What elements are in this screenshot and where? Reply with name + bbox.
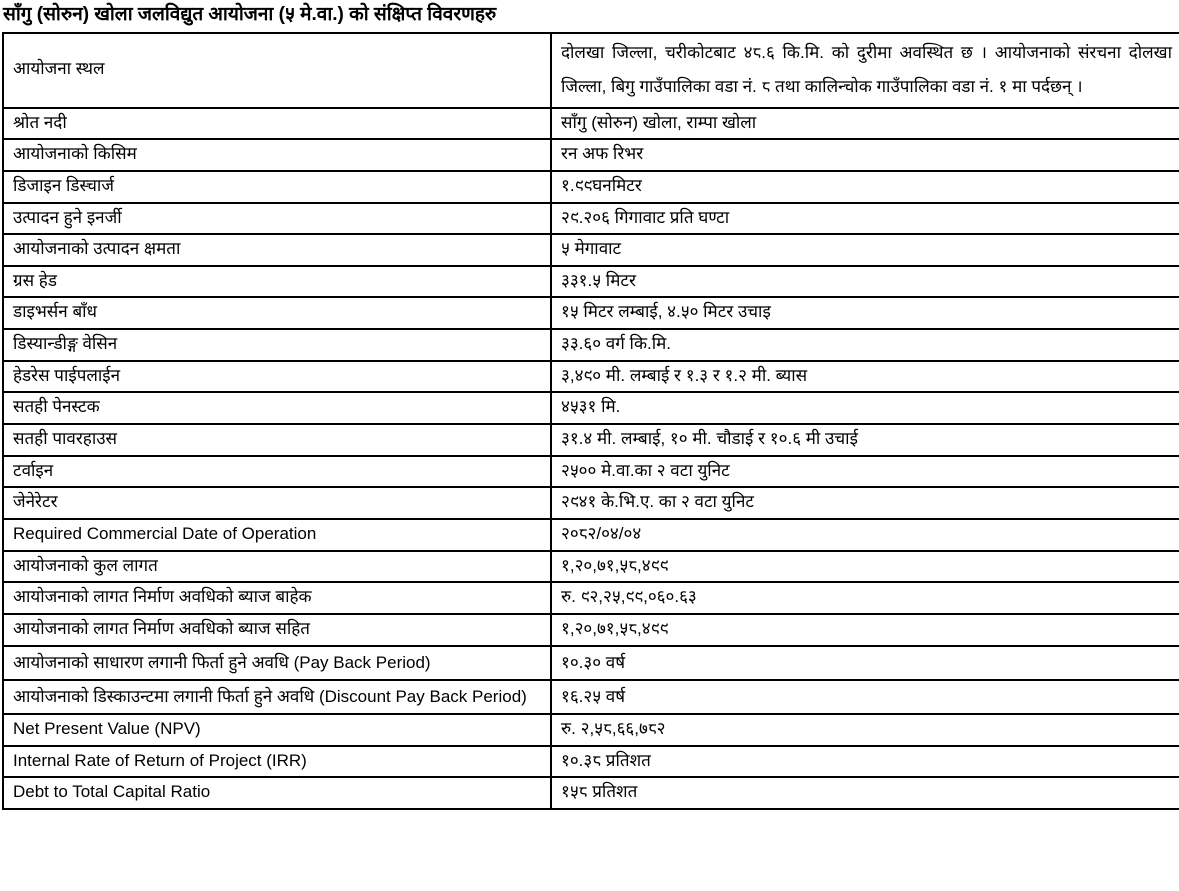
row-value: १५ मिटर लम्बाई, ४.५० मिटर उचाइ [551,297,1179,329]
row-label: उत्पादन हुने इनर्जी [3,203,551,235]
table-row [3,171,1179,203]
table-row [3,203,1179,235]
table-row [3,297,1179,329]
row-label: ग्रस हेड [3,266,551,298]
row-label: डिजाइन डिस्चार्ज [3,171,551,203]
table-row [3,582,1179,614]
row-value: २५०० मे.वा.का २ वटा युनिट [551,456,1179,488]
row-value: १०.३८ प्रतिशत [551,746,1179,778]
table-row [3,392,1179,424]
row-value: ३,४९० मी. लम्बाई र १.३ र १.२ मी. ब्यास [551,361,1179,393]
table-row [3,777,1179,809]
row-label: आयोजना स्थल [3,33,551,108]
row-label: हेडरेस पाईपलाईन [3,361,551,393]
table-row [3,108,1179,140]
row-label: आयोजनाको किसिम [3,139,551,171]
row-value: ५ मेगावाट [551,234,1179,266]
table-row [3,361,1179,393]
row-value: रु. ९२,२५,९९,०६०.६३ [551,582,1179,614]
row-value: १५८ प्रतिशत [551,777,1179,809]
summary-table-body [3,33,1179,809]
table-row [3,614,1179,646]
row-label: टर्वाइन [3,456,551,488]
row-value: रु. २,५८,६६,७८२ [551,714,1179,746]
row-value: ४५३१ मि. [551,392,1179,424]
row-value: २९४१ के.भि.ए. का २ वटा युनिट [551,487,1179,519]
table-row [3,424,1179,456]
row-value: १०.३० वर्ष [551,646,1179,680]
row-label: डाइभर्सन बाँध [3,297,551,329]
row-label: आयोजनाको डिस्काउन्टमा लगानी फिर्ता हुने अवधि (Discount Pay Back Period) [3,680,551,714]
row-label: Internal Rate of Return of Project (IRR) [3,746,551,778]
row-value: २९.२०६ गिगावाट प्रति घण्टा [551,203,1179,235]
row-value: २०८२/०४/०४ [551,519,1179,551]
row-value: १,२०,७१,५८,४९९ [551,614,1179,646]
row-value: ३१.४ मी. लम्बाई, १० मी. चौडाई र १०.६ मी उचाई [551,424,1179,456]
page-title: साँगु (सोरुन) खोला जलविद्युत आयोजना (५ मे.वा.) को संक्षिप्त विवरणहरु [3,4,497,25]
table-row [3,746,1179,778]
row-value: १६.२५ वर्ष [551,680,1179,714]
row-label: आयोजनाको लागत निर्माण अवधिको ब्याज सहित [3,614,551,646]
table-row [3,456,1179,488]
row-label: श्रोत नदी [3,108,551,140]
table-row [3,646,1179,680]
table-row [3,680,1179,714]
table-row [3,234,1179,266]
row-label: Debt to Total Capital Ratio [3,777,551,809]
row-label: आयोजनाको साधारण लगानी फिर्ता हुने अवधि (Pay Back Period) [3,646,551,680]
row-label: सतही पेनस्टक [3,392,551,424]
project-summary-table [2,32,1179,810]
table-row [3,139,1179,171]
table-row [3,551,1179,583]
row-value: १.९९घनमिटर [551,171,1179,203]
table-row [3,266,1179,298]
row-label: आयोजनाको उत्पादन क्षमता [3,234,551,266]
table-row [3,487,1179,519]
row-value: १,२०,७१,५८,४९९ [551,551,1179,583]
row-value: ३३१.५ मिटर [551,266,1179,298]
row-label: डिस्यान्डीङ्ग वेसिन [3,329,551,361]
table-row [3,714,1179,746]
row-value: साँगु (सोरुन) खोला, राम्पा खोला [551,108,1179,140]
table-row [3,33,1179,108]
table-row [3,519,1179,551]
row-label: सतही पावरहाउस [3,424,551,456]
row-label: आयोजनाको कुल लागत [3,551,551,583]
row-value: ३३.६० वर्ग कि.मि. [551,329,1179,361]
row-label: Required Commercial Date of Operation [3,519,551,551]
row-value: रन अफ रिभर [551,139,1179,171]
row-label: आयोजनाको लागत निर्माण अवधिको ब्याज बाहेक [3,582,551,614]
table-row [3,329,1179,361]
row-label: Net Present Value (NPV) [3,714,551,746]
row-value: दोलखा जिल्ला, चरीकोटबाट ४८.६ कि.मि. को दुरीमा अवस्थित छ । आयोजनाको संरचना दोलखा जिल्ला, बिगु गाउँपालिका वडा नं. ८ तथा कालिन्चोक गाउँपालिका वडा नं. १ मा पर्दछन् । [551,33,1179,108]
row-label: जेनेरेटर [3,487,551,519]
